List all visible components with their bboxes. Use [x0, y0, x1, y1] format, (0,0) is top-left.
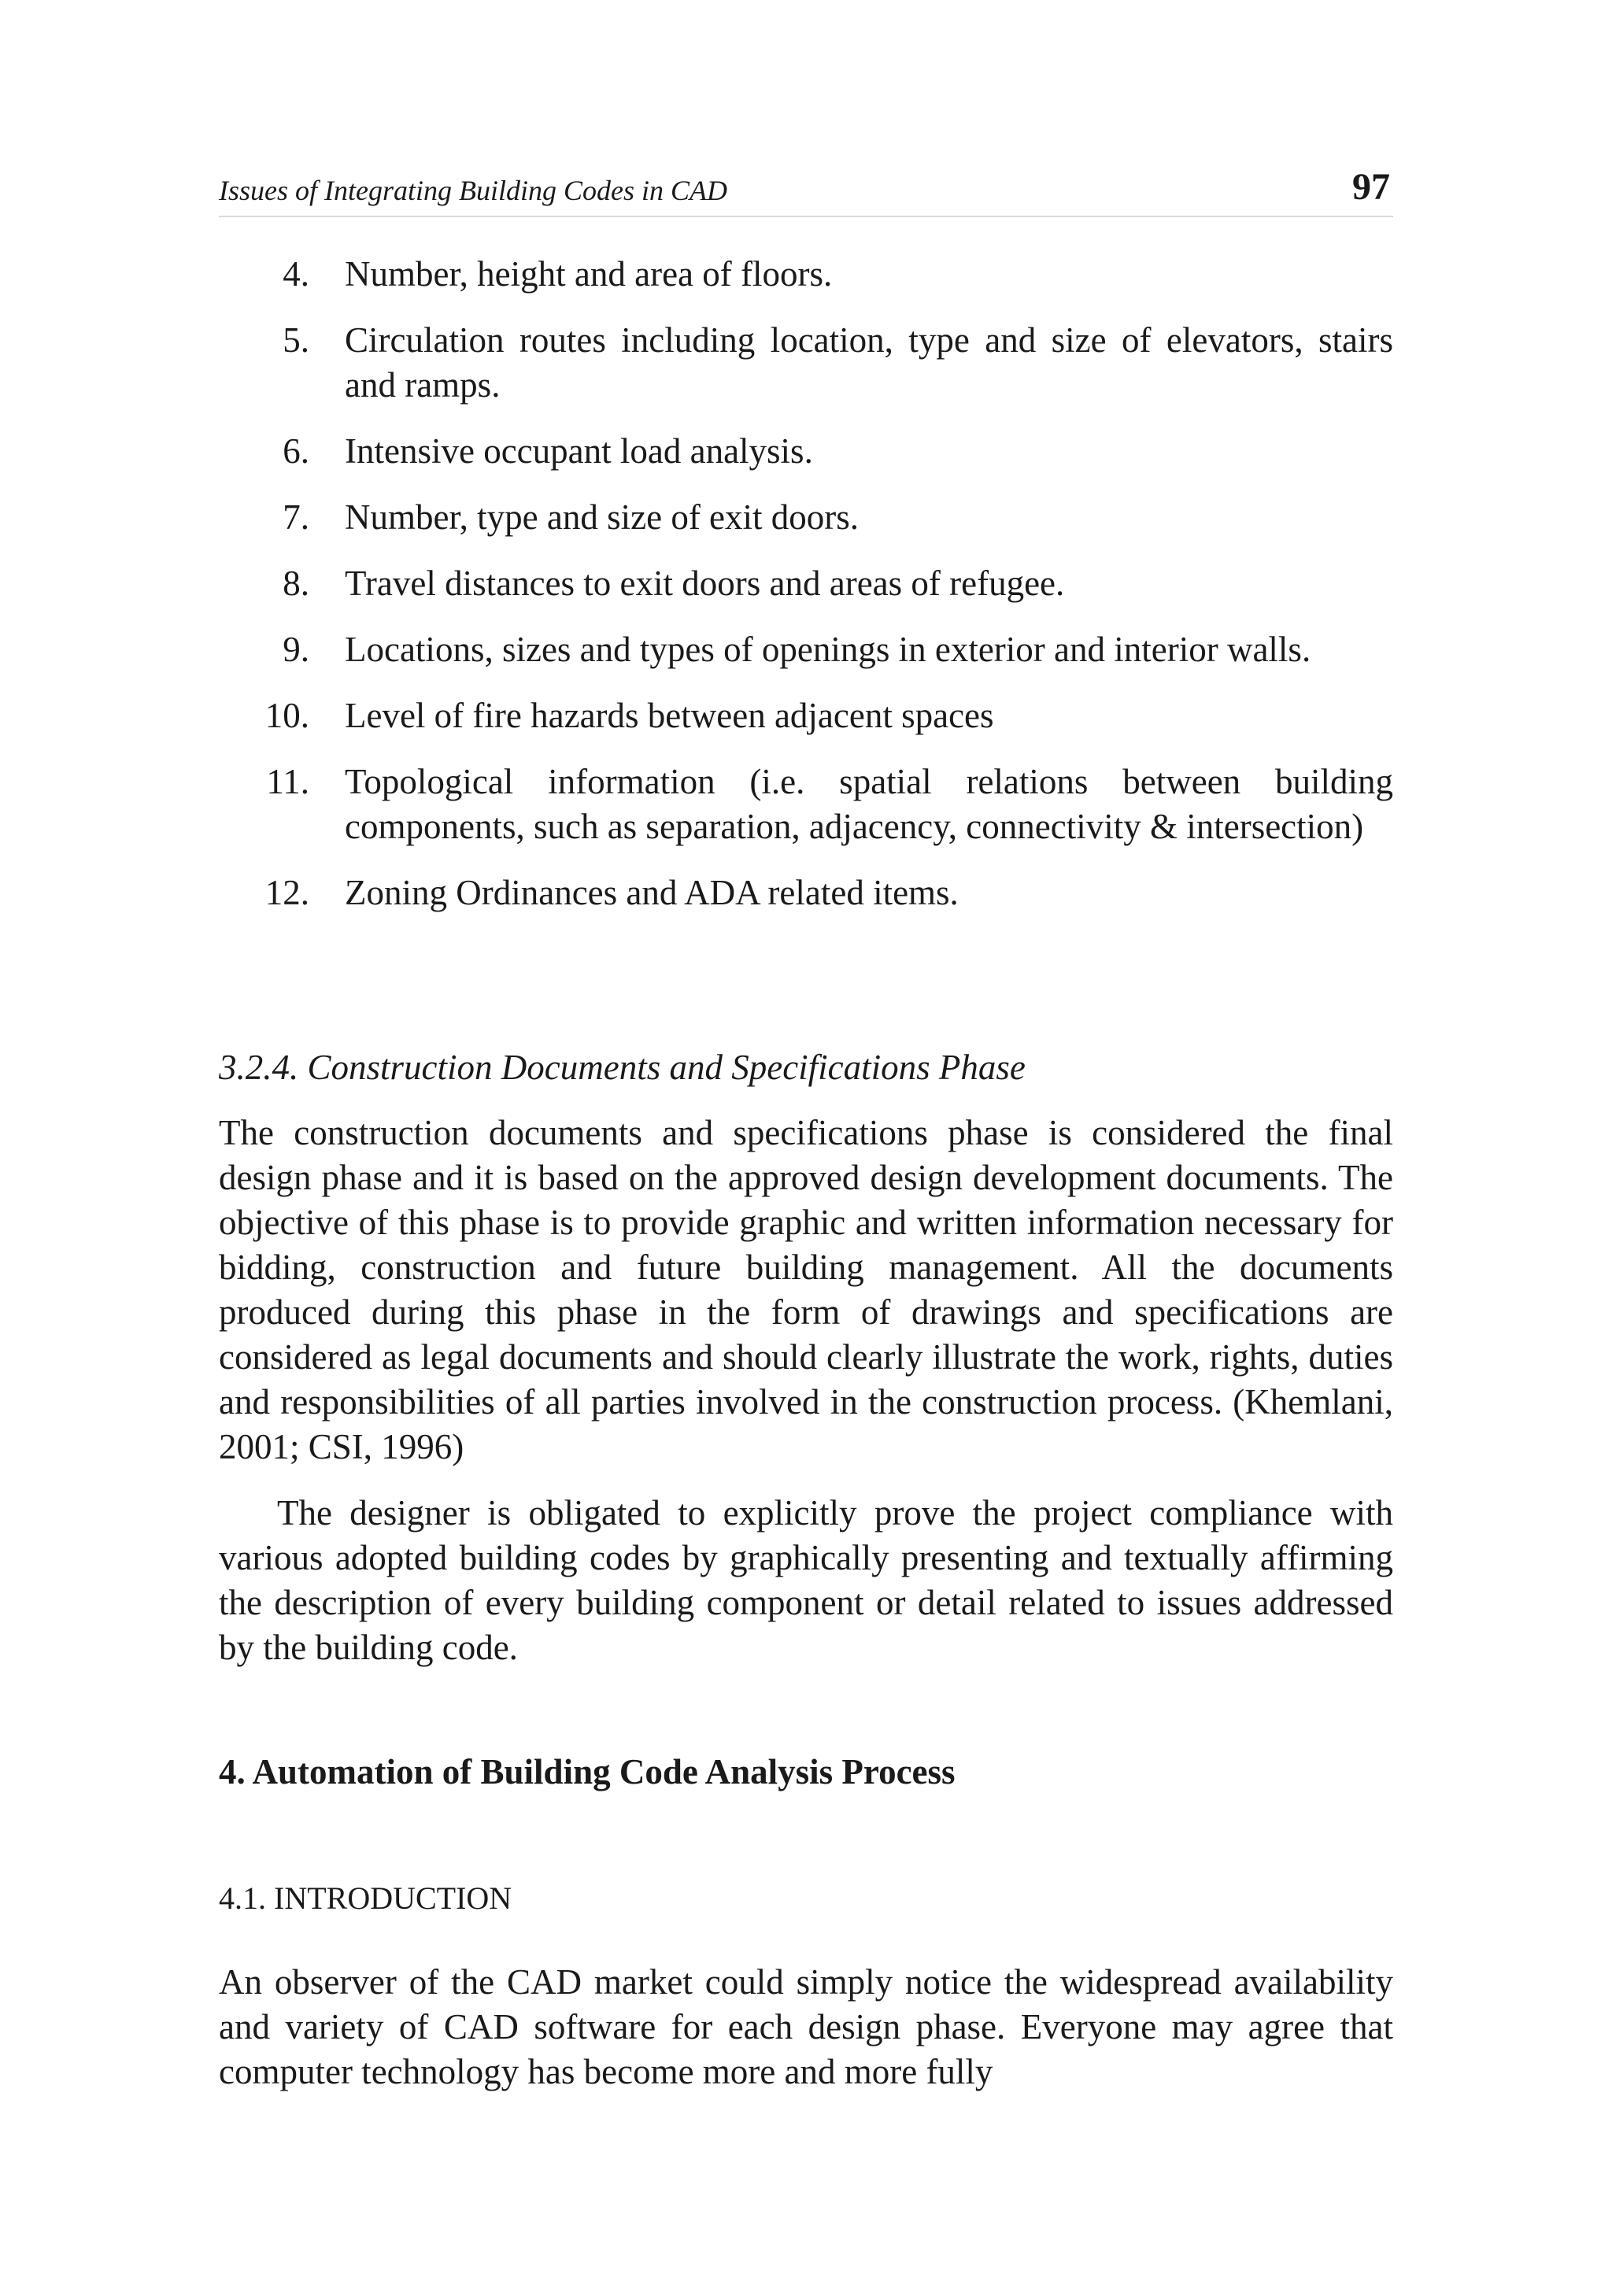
list-item-text: Locations, sizes and types of openings in exterior and interior walls.	[345, 630, 1311, 669]
list-item	[219, 760, 1393, 849]
list-item-number: 7.	[283, 497, 309, 537]
page-number: 97	[1352, 166, 1390, 208]
body-paragraph: The construction documents and specifications phase is considered the final design phase and it is based on the approved design development documents. The objective of this phase is to provide graphic and written information necessary for bidding, construction and future building management. All the documents produced during this phase in the form of drawings and specifications are considered as legal documents and should clearly illustrate the work, rights, duties and responsibilities of all parties involved in the construction process. (Khemlani, 2001; CSI, 1996)	[219, 1113, 1393, 1466]
list-item	[219, 871, 1393, 915]
list-item-text: Level of fire hazards between adjacent spaces	[345, 696, 994, 735]
list-item	[219, 693, 1393, 738]
subsection-heading: 3.2.4. Construction Documents and Specifications Phase	[219, 1048, 1026, 1087]
list-item-number: 4.	[283, 254, 309, 294]
list-item-text: Circulation routes including location, type and size of elevators, stairs and ramps.	[345, 320, 1393, 405]
list-item	[219, 318, 1393, 408]
numbered-list	[219, 252, 1393, 937]
list-item-text: Travel distances to exit doors and areas of refugee.	[345, 564, 1065, 603]
list-item-number: 5.	[283, 320, 309, 360]
list-item	[219, 561, 1393, 606]
list-item-text: Number, type and size of exit doors.	[345, 497, 860, 537]
list-item-number: 12.	[264, 873, 309, 912]
body-paragraph: An observer of the CAD market could simply notice the widespread availability and variety of CAD software for each design phase. Everyone may agree that computer technology has become more and more fully	[219, 1962, 1393, 2091]
list-item-text: Intensive occupant load analysis.	[345, 431, 813, 471]
list-item	[219, 429, 1393, 474]
list-item-number: 10.	[264, 696, 309, 735]
list-item	[219, 495, 1393, 540]
list-item-number: 6.	[283, 431, 309, 471]
list-item-text: Topological information (i.e. spatial relations between building components, such as separation, adjacency, connectivity & intersection)	[345, 762, 1393, 846]
list-item-number: 11.	[266, 762, 309, 801]
list-item-number: 9.	[283, 630, 309, 669]
list-item-text: Number, height and area of floors.	[345, 254, 833, 294]
list-item-number: 8.	[283, 564, 309, 603]
body-paragraph: The designer is obligated to explicitly prove the project compliance with various adopted building codes by graphically presenting and textually affirming the description of every building component or detail related to issues addressed by the building code.	[219, 1493, 1393, 1667]
section-heading: 4. Automation of Building Code Analysis Process	[219, 1752, 956, 1791]
running-header	[219, 154, 1393, 217]
running-title: Issues of Integrating Building Codes in CAD	[219, 175, 727, 206]
list-item	[219, 252, 1393, 297]
list-item-text: Zoning Ordinances and ADA related items.	[345, 873, 959, 912]
subsection-heading-caps: 4.1. INTRODUCTION	[219, 1880, 512, 1916]
list-item	[219, 627, 1393, 672]
